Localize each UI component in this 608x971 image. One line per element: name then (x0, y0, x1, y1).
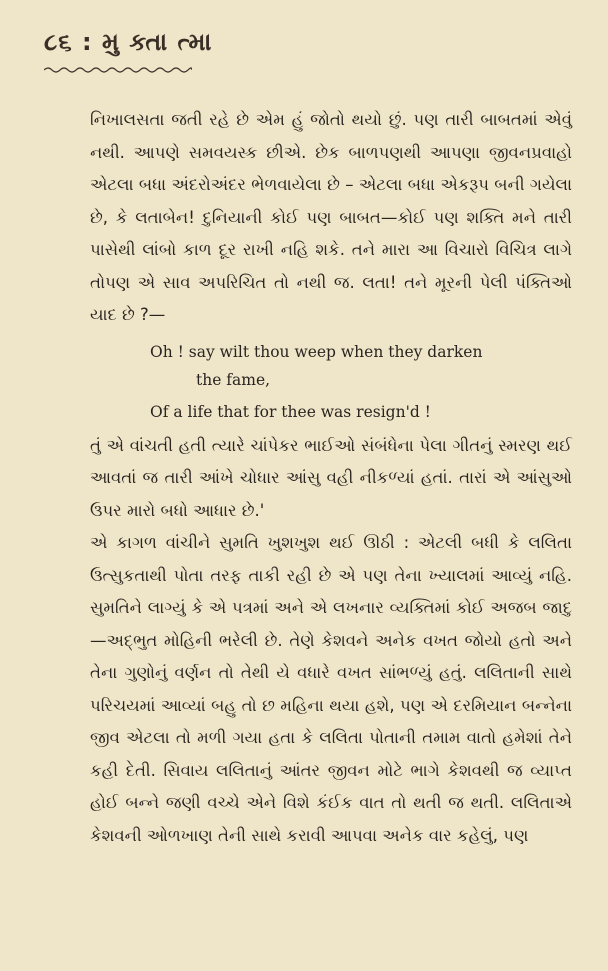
running-header: ૮૬ : મુ ક્તા ત્મા (44, 28, 213, 56)
verse-block (150, 338, 572, 394)
page-body (90, 104, 572, 852)
paragraph-2: તું એ વાંચતી હતી ત્યારે ચાંપેકર ભાઈઓ સંબંધેના પેલા ગીતનું સ્મરણ થઈ આવતાં જ તારી આંખે ચોધાર આંસુ વહી નીકળ્યાં હતાં. તારાં એ આંસુઓ ઉપર મારો બધો આધાર છે.' (90, 435, 572, 520)
paragraph-1: નિખાલસતા જતી રહે છે એમ હું જોતો થયો છું. પણ તારી બાબતમાં એવું નથી. આપણે સમવયસ્ક છીએ. છેક બાળપણથી આપણા જીવનપ્રવાહો એટલા બધા અંદરોઅંદર ભેળવાયેલા છે – એટલા બધા એકરૂપ બની ગયેલા છે, કે લતાબેન! દુનિયાની કોઈ પણ બાબત—કોઈ પણ શક્તિ મને તારી પાસેથી લાંબો કાળ દૂર રાખી નહિ શકે. તને મારા આ વિચારો વિચિત્ર લાગે તોપણ એ સાવ અપરિચિત તો નથી જ. લતા! તને મૂરની પેલી પંક્તિઓ યાદ છે ?— (90, 110, 572, 324)
verse-line-1-cont: the fame, (196, 370, 271, 389)
verse-line-2: Of a life that for thee was resign'd ! (150, 402, 431, 421)
verse-line-1: Oh ! say wilt thou weep when they darken (150, 342, 483, 361)
paragraph-3: એ કાગળ વાંચીને સુમતિ ખુશખુશ થઈ ઊઠી : એટલી બધી કે લલિતા ઉત્સુકતાથી પોતા તરફ તાકી રહી છે એ પણ તેના ખ્યાલમાં આવ્યું નહિ. સુમતિને લાગ્યું કે એ પત્રમાં અને એ લખનાર વ્યક્તિમાં કોઈ અજબ જાદુ—અદ્ભુત મોહિની ભરેલી છે. તેણે કેશવને અનેક વખત જોયો હતો અને તેના ગુણોનું વર્ણન તો તેથી યે વધારે વખત સાંભળ્યું હતું. લલિતાની સાથે પરિચયમાં આવ્યાં બહુ તો છ મહિના થયા હશે, પણ એ દરમિયાન બન્નેના જીવ એટલા તો મળી ગયા હતા કે લલિતા પોતાની તમામ વાતો હમેશાં તેને કહી દેતી. સિવાય લલિતાનું આંતર જીવન મોટે ભાગે કેશવથી જ વ્યાપ્ત હોઈ બન્ને જણી વચ્ચે એને વિશે કંઈક વાત તો થતી જ થતી. લલિતાએ કેશવની ઓળખાણ તેની સાથે કરાવી આપવા અનેક વાર કહેલું, પણ (90, 533, 572, 845)
header-wavy-rule (44, 66, 192, 74)
